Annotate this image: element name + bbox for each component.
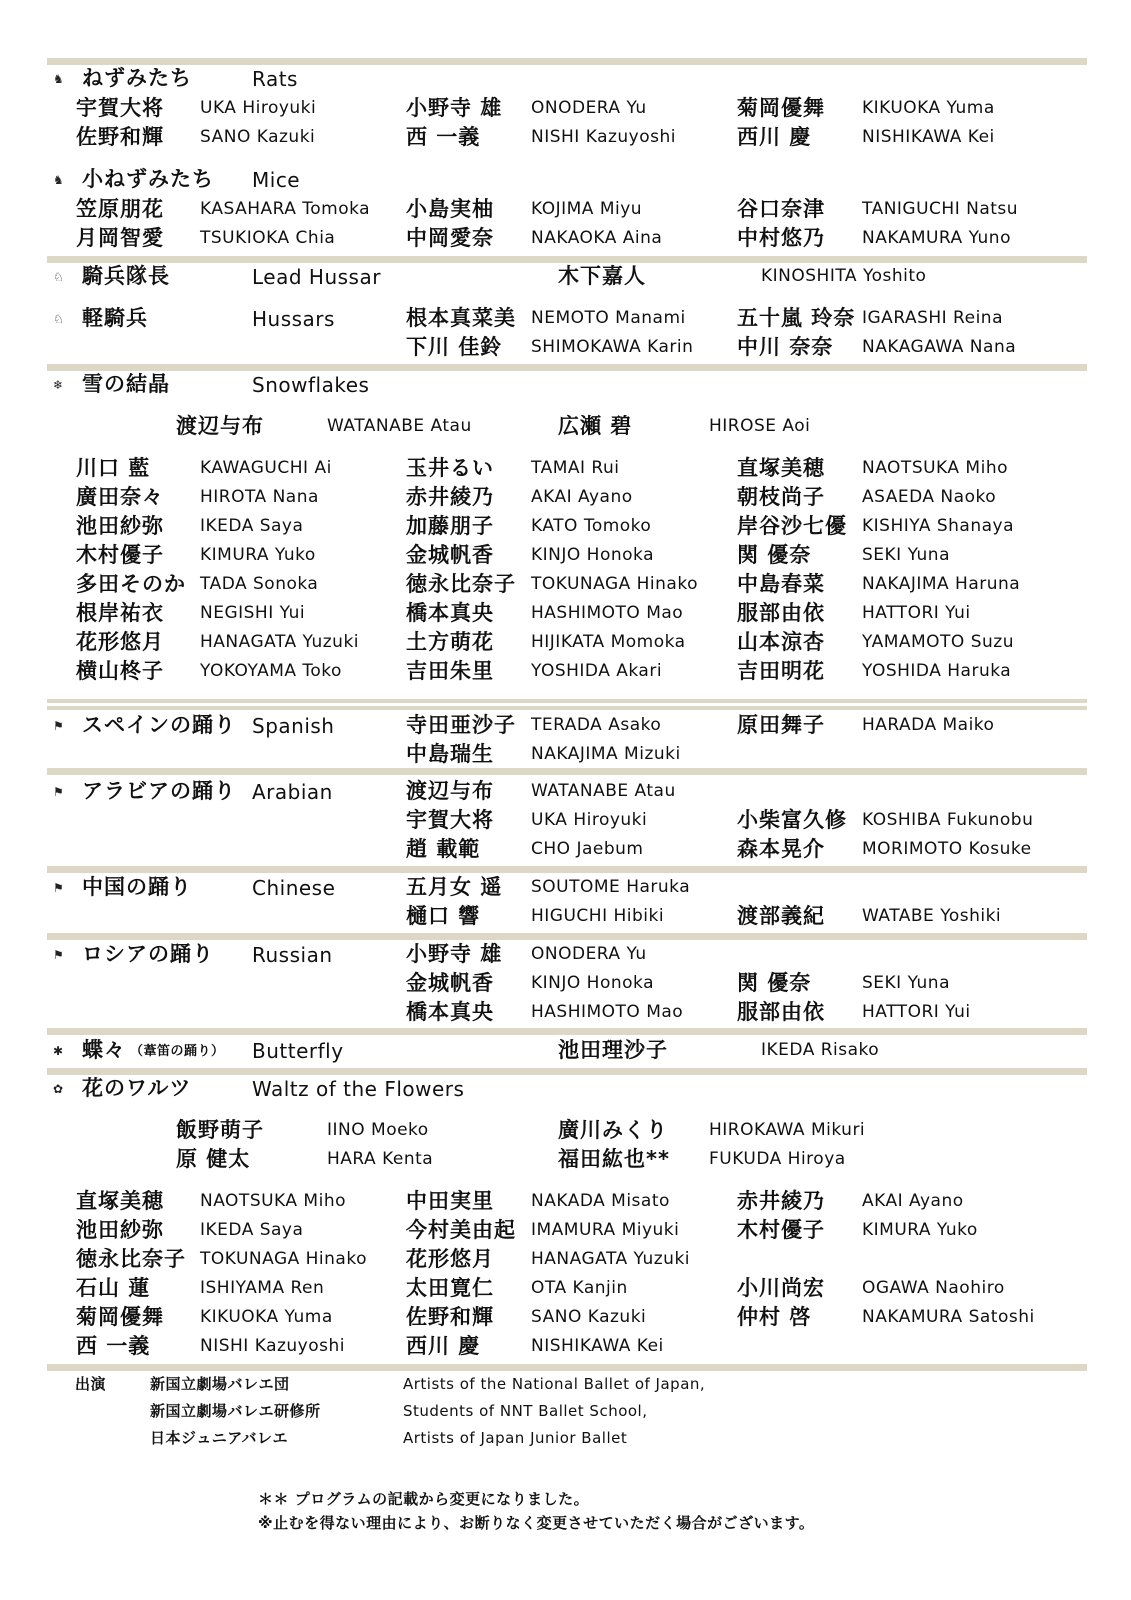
- horse-icon: ♘: [53, 312, 64, 326]
- cast-name-en: HASHIMOTO Mao: [531, 1002, 684, 1022]
- cast-name-jp: 池田理沙子: [558, 1038, 668, 1062]
- section-title-jp: 中国の踊り: [82, 875, 192, 899]
- cast-name-en: NAOTSUKA Miho: [200, 1191, 346, 1211]
- cast-name-jp: 橋本真央: [406, 1000, 494, 1024]
- cast-name-en: KINOSHITA Yoshito: [761, 266, 927, 286]
- cast-name-jp: 今村美由起: [406, 1218, 516, 1242]
- mouse-icon: ♞: [53, 173, 64, 187]
- cast-name-en: TANIGUCHI Natsu: [862, 199, 1019, 219]
- lead-name-jp: 原 健太: [176, 1147, 251, 1171]
- cast-name-en: KOJIMA Miyu: [531, 199, 643, 219]
- lead-name-jp: 福田紘也**: [558, 1147, 670, 1171]
- section-title-en: Arabian: [252, 780, 333, 804]
- cast-name-jp: 下川 佳鈴: [406, 335, 503, 359]
- cast-name-jp: 中村悠乃: [737, 226, 825, 250]
- cast-name-jp: 笠原朋花: [76, 197, 164, 221]
- divider: [47, 933, 1087, 940]
- cast-name-en: SEKI Yuna: [862, 545, 950, 565]
- cast-name-en: WATANABE Atau: [531, 781, 676, 801]
- cast-name-en: NAKAMURA Satoshi: [862, 1307, 1035, 1327]
- cast-name-jp: 中島春菜: [737, 572, 825, 596]
- cast-name-en: HIROTA Nana: [200, 487, 319, 507]
- cast-name-en: KIMURA Yuko: [200, 545, 316, 565]
- cast-name-en: HANAGATA Yuzuki: [200, 632, 360, 652]
- cast-name-en: KIKUOKA Yuma: [200, 1307, 333, 1327]
- cast-name-jp: 中岡愛奈: [406, 226, 494, 250]
- cast-name-en: NISHI Kazuyoshi: [531, 127, 677, 147]
- flag-icon: ⚑: [53, 881, 64, 895]
- section-subtitle-jp: （葦笛の踊り）: [130, 1044, 225, 1059]
- section-title-jp: 軽騎兵: [82, 306, 148, 330]
- section-title-jp: アラビアの踊り: [82, 779, 236, 803]
- cast-name-jp: 渡辺与布: [406, 779, 494, 803]
- cast-name-jp: 渡部義紀: [737, 904, 825, 928]
- cast-name-en: TSUKIOKA Chia: [200, 228, 336, 248]
- cast-name-en: IKEDA Saya: [200, 1220, 304, 1240]
- cast-name-jp: 赤井綾乃: [406, 485, 494, 509]
- cast-name-jp: 太田寛仁: [406, 1276, 494, 1300]
- cast-name-jp: 金城帆香: [406, 543, 494, 567]
- cast-name-jp: 廣田奈々: [76, 485, 164, 509]
- lead-name-en: HIROSE Aoi: [709, 416, 811, 436]
- cast-name-en: ONODERA Yu: [531, 98, 647, 118]
- cast-name-en: SANO Kazuki: [200, 127, 316, 147]
- section-title-jp: ねずみたち: [82, 66, 192, 90]
- cast-name-jp: 小野寺 雄: [406, 96, 503, 120]
- section-title-en: Chinese: [252, 876, 336, 900]
- cast-name-en: UKA Hiroyuki: [531, 810, 648, 830]
- cast-name-jp: 宇賀大将: [76, 96, 164, 120]
- cast-name-jp: 横山柊子: [76, 659, 164, 683]
- cast-name-jp: 服部由依: [737, 1000, 825, 1024]
- credit-org-en: Artists of the National Ballet of Japan,: [403, 1375, 706, 1393]
- cast-name-jp: 寺田亜沙子: [406, 713, 516, 737]
- cast-name-jp: 菊岡優舞: [737, 96, 825, 120]
- divider: [47, 706, 1087, 710]
- cast-name-jp: 中川 奈奈: [737, 335, 834, 359]
- section-title-jp: 騎兵隊長: [82, 264, 170, 288]
- flag-icon: ⚑: [53, 719, 64, 733]
- cast-name-en: OGAWA Naohiro: [862, 1278, 1005, 1298]
- credit-org-jp: 日本ジュニアバレエ: [150, 1429, 289, 1447]
- cast-name-en: KISHIYA Shanaya: [862, 516, 1014, 536]
- credit-org-en: Students of NNT Ballet School,: [403, 1402, 648, 1420]
- cast-name-jp: 佐野和輝: [76, 125, 164, 149]
- cast-name-en: TAMAI Rui: [531, 458, 620, 478]
- credit-org-jp: 新国立劇場バレエ研修所: [150, 1402, 321, 1420]
- cast-name-jp: 徳永比奈子: [406, 572, 516, 596]
- divider: [47, 768, 1087, 775]
- cast-name-jp: 石山 蓮: [76, 1276, 151, 1300]
- cast-name-en: KAWAGUCHI Ai: [200, 458, 332, 478]
- cast-name-en: NEGISHI Yui: [200, 603, 306, 623]
- cast-name-en: KIKUOKA Yuma: [862, 98, 995, 118]
- cast-name-jp: 森本晃介: [737, 837, 825, 861]
- cast-name-en: OTA Kanjin: [531, 1278, 628, 1298]
- lead-name-en: IINO Moeko: [327, 1120, 429, 1140]
- mouse-icon: ♞: [53, 72, 64, 86]
- cast-name-en: HARADA Maiko: [862, 715, 995, 735]
- cast-name-en: HIJIKATA Momoka: [531, 632, 686, 652]
- cast-name-en: TADA Sonoka: [200, 574, 319, 594]
- divider: [47, 699, 1087, 703]
- cast-name-jp: 宇賀大将: [406, 808, 494, 832]
- cast-name-jp: 小柴富久修: [737, 808, 847, 832]
- cast-name-jp: 木村優子: [76, 543, 164, 567]
- cast-name-jp: 小野寺 雄: [406, 942, 503, 966]
- cast-name-jp: 佐野和輝: [406, 1305, 494, 1329]
- lead-name-jp: 渡辺与布: [176, 414, 264, 438]
- cast-name-jp: 小川尚宏: [737, 1276, 825, 1300]
- cast-name-en: NAKADA Misato: [531, 1191, 670, 1211]
- section-title-en: Spanish: [252, 714, 335, 738]
- cast-name-jp: 多田そのか: [76, 572, 186, 596]
- cast-name-jp: 根本真菜美: [406, 306, 516, 330]
- disclaimer-note: ※止むを得ない理由により、お断りなく変更させていただく場合がございます。: [258, 1514, 815, 1532]
- cast-name-en: KINJO Honoka: [531, 973, 654, 993]
- cast-name-jp: 西川 慶: [406, 1334, 481, 1358]
- cast-name-en: IKEDA Saya: [200, 516, 304, 536]
- cast-name-jp: 原田舞子: [737, 713, 825, 737]
- cast-name-jp: 西 一義: [406, 125, 481, 149]
- cast-name-en: NAKAJIMA Haruna: [862, 574, 1021, 594]
- cast-name-en: WATABE Yoshiki: [862, 906, 1002, 926]
- credits-label: 出演: [75, 1375, 107, 1393]
- cast-name-en: SEKI Yuna: [862, 973, 950, 993]
- cast-name-jp: 関 優奈: [737, 971, 812, 995]
- section-title-en: Butterfly: [252, 1039, 344, 1063]
- cast-name-jp: 木下嘉人: [558, 264, 646, 288]
- cast-name-en: NISHIKAWA Kei: [862, 127, 995, 147]
- lead-name-en: WATANABE Atau: [327, 416, 472, 436]
- cast-name-en: KATO Tomoko: [531, 516, 652, 536]
- cast-name-jp: 池田紗弥: [76, 1218, 164, 1242]
- cast-name-en: YOSHIDA Haruka: [862, 661, 1012, 681]
- cast-name-en: IKEDA Risako: [761, 1040, 880, 1060]
- cast-name-en: YOSHIDA Akari: [531, 661, 663, 681]
- cast-name-jp: 小島実柚: [406, 197, 494, 221]
- divider: [47, 1068, 1087, 1075]
- cast-name-jp: 中田実里: [406, 1189, 494, 1213]
- section-title-jp: ロシアの踊り: [82, 942, 214, 966]
- cast-name-en: SOUTOME Haruka: [531, 877, 691, 897]
- cast-name-jp: 樋口 響: [406, 904, 481, 928]
- divider: [47, 256, 1087, 263]
- cast-name-jp: 土方萌花: [406, 630, 494, 654]
- butterfly-icon: ✱: [53, 1044, 64, 1058]
- cast-name-jp: 谷口奈津: [737, 197, 825, 221]
- cast-name-jp: 服部由依: [737, 601, 825, 625]
- cast-name-en: CHO Jaebum: [531, 839, 644, 859]
- section-title-jp: 小ねずみたち: [82, 167, 214, 191]
- cast-name-jp: 中島瑞生: [406, 742, 494, 766]
- cast-name-jp: 山本涼杏: [737, 630, 825, 654]
- cast-name-jp: 五十嵐 玲奈: [737, 306, 856, 330]
- credit-org-en: Artists of Japan Junior Ballet: [403, 1429, 628, 1447]
- lead-name-en: HIROKAWA Mikuri: [709, 1120, 866, 1140]
- cast-name-en: NAOTSUKA Miho: [862, 458, 1008, 478]
- cast-name-jp: 関 優奈: [737, 543, 812, 567]
- cast-name-jp: 池田紗弥: [76, 514, 164, 538]
- cast-name-en: NISHIKAWA Kei: [531, 1336, 664, 1356]
- cast-name-en: TERADA Asako: [531, 715, 662, 735]
- section-title-en: Rats: [252, 67, 298, 91]
- cast-name-jp: 赤井綾乃: [737, 1189, 825, 1213]
- cast-name-jp: 木村優子: [737, 1218, 825, 1242]
- cast-name-jp: 加藤朋子: [406, 514, 494, 538]
- flower-icon: ✿: [53, 1082, 64, 1096]
- cast-name-en: HANAGATA Yuzuki: [531, 1249, 691, 1269]
- cast-name-jp: 金城帆香: [406, 971, 494, 995]
- cast-name-en: IGARASHI Reina: [862, 308, 1003, 328]
- cast-name-en: KOSHIBA Fukunobu: [862, 810, 1034, 830]
- cast-name-en: NAKAOKA Aina: [531, 228, 663, 248]
- cast-name-en: IMAMURA Miyuki: [531, 1220, 680, 1240]
- lead-name-jp: 広瀬 碧: [558, 414, 633, 438]
- cast-name-jp: 月岡智愛: [76, 226, 164, 250]
- cast-name-jp: 根岸祐衣: [76, 601, 164, 625]
- cast-name-en: KIMURA Yuko: [862, 1220, 978, 1240]
- cast-name-jp: 吉田朱里: [406, 659, 494, 683]
- cast-name-jp: 橋本真央: [406, 601, 494, 625]
- horse-icon: ♘: [53, 270, 64, 284]
- cast-name-en: SHIMOKAWA Karin: [531, 337, 694, 357]
- divider: [47, 1028, 1087, 1035]
- cast-name-jp: 玉井るい: [406, 456, 494, 480]
- credit-org-jp: 新国立劇場バレエ団: [150, 1375, 290, 1393]
- cast-name-en: ONODERA Yu: [531, 944, 647, 964]
- cast-name-jp: 花形悠月: [406, 1247, 494, 1271]
- section-title-en: Hussars: [252, 307, 335, 331]
- cast-name-en: NAKAMURA Yuno: [862, 228, 1011, 248]
- cast-name-jp: 直塚美穂: [737, 456, 825, 480]
- flag-icon: ⚑: [53, 785, 64, 799]
- cast-name-jp: 朝枝尚子: [737, 485, 825, 509]
- cast-name-jp: 西 一義: [76, 1334, 151, 1358]
- cast-name-en: AKAI Ayano: [531, 487, 633, 507]
- cast-name-jp: 西川 慶: [737, 125, 812, 149]
- cast-name-en: TOKUNAGA Hinako: [531, 574, 698, 594]
- cast-name-jp: 岸谷沙七優: [737, 514, 847, 538]
- section-title-jp: スペインの踊り: [82, 713, 236, 737]
- cast-name-en: KINJO Honoka: [531, 545, 654, 565]
- cast-name-en: ASAEDA Naoko: [862, 487, 997, 507]
- divider: [47, 866, 1087, 873]
- cast-name-en: NISHI Kazuyoshi: [200, 1336, 346, 1356]
- flag-icon: ⚑: [53, 948, 64, 962]
- cast-name-en: YAMAMOTO Suzu: [862, 632, 1014, 652]
- lead-name-jp: 飯野萌子: [176, 1118, 264, 1142]
- lead-name-jp: 廣川みくり: [558, 1118, 668, 1142]
- cast-name-en: HATTORI Yui: [862, 603, 971, 623]
- cast-name-jp: 菊岡優舞: [76, 1305, 164, 1329]
- cast-name-en: HASHIMOTO Mao: [531, 603, 684, 623]
- section-title-jp: 蝶々: [82, 1038, 126, 1062]
- cast-name-en: ISHIYAMA Ren: [200, 1278, 325, 1298]
- cast-name-en: NEMOTO Manami: [531, 308, 686, 328]
- divider: [47, 1364, 1087, 1371]
- section-title-jp: 雪の結晶: [82, 372, 170, 396]
- cast-name-jp: 徳永比奈子: [76, 1247, 186, 1271]
- cast-name-jp: 仲村 啓: [737, 1305, 812, 1329]
- cast-name-en: SANO Kazuki: [531, 1307, 647, 1327]
- cast-name-en: AKAI Ayano: [862, 1191, 964, 1211]
- cast-name-jp: 直塚美穂: [76, 1189, 164, 1213]
- cast-name-en: NAKAGAWA Nana: [862, 337, 1017, 357]
- lead-name-en: FUKUDA Hiroya: [709, 1149, 846, 1169]
- cast-name-en: TOKUNAGA Hinako: [200, 1249, 367, 1269]
- change-note: ＊＊ プログラムの記載から変更になりました。: [258, 1490, 590, 1508]
- cast-name-jp: 川口 藍: [76, 456, 151, 480]
- section-title-en: Lead Hussar: [252, 265, 381, 289]
- cast-name-en: HATTORI Yui: [862, 1002, 971, 1022]
- section-title-jp: 花のワルツ: [82, 1076, 192, 1100]
- snowflake-icon: ❄: [53, 378, 64, 392]
- cast-name-en: HIGUCHI Hibiki: [531, 906, 665, 926]
- cast-name-jp: 花形悠月: [76, 630, 164, 654]
- cast-name-en: NAKAJIMA Mizuki: [531, 744, 681, 764]
- divider: [47, 58, 1087, 65]
- cast-name-en: KASAHARA Tomoka: [200, 199, 371, 219]
- section-title-en: Mice: [252, 168, 301, 192]
- cast-name-en: YOKOYAMA Toko: [200, 661, 342, 681]
- cast-name-jp: 吉田明花: [737, 659, 825, 683]
- section-title-en: Snowflakes: [252, 373, 370, 397]
- divider: [47, 364, 1087, 371]
- cast-name-jp: 五月女 遥: [406, 875, 503, 899]
- cast-name-en: MORIMOTO Kosuke: [862, 839, 1032, 859]
- cast-name-en: UKA Hiroyuki: [200, 98, 317, 118]
- section-title-en: Russian: [252, 943, 333, 967]
- section-title-en: Waltz of the Flowers: [252, 1077, 465, 1101]
- cast-name-jp: 趙 載範: [406, 837, 481, 861]
- lead-name-en: HARA Kenta: [327, 1149, 434, 1169]
